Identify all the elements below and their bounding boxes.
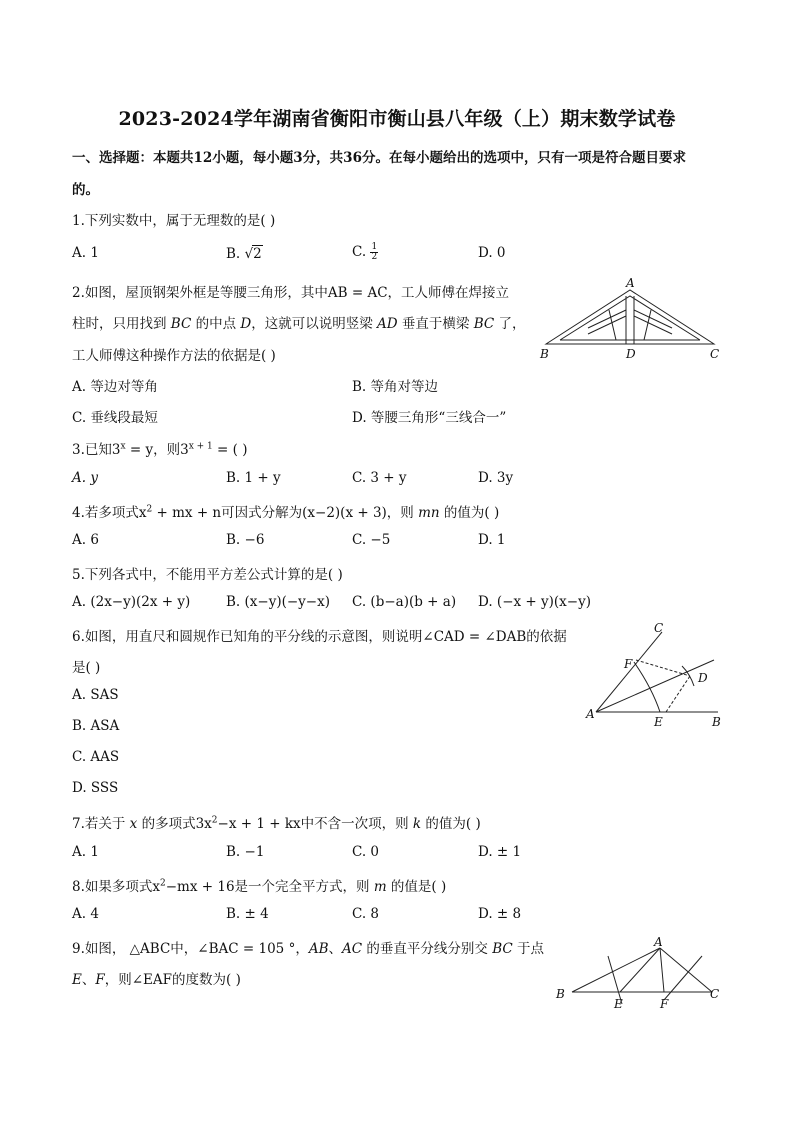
q5-stem: 5.下列各式中，不能用平方差公式计算的是( ) xyxy=(72,567,343,583)
q6-option-a: A. SAS xyxy=(72,687,119,703)
q9-line1: 9.如图， △ABC中，∠BAC = 105 °，AB、AC 的垂直平分线分别交 BC 于点 xyxy=(72,941,544,957)
q7-option-c: C. 0 xyxy=(352,844,380,860)
fig-label-e: E xyxy=(614,997,623,1011)
q4-option-c: C. −5 xyxy=(352,532,391,548)
q2-line3: 工人师傅这种操作方法的依据是( ) xyxy=(72,348,276,364)
fig-label-a: A xyxy=(626,276,635,290)
fig-label-b: B xyxy=(556,987,565,1001)
q4-option-a: A. 6 xyxy=(72,532,99,548)
q7-stem: 7.若关于 x 的多项式$3x^2-x + 1$ + kx中不含一次项，则 k 的值为( ) xyxy=(72,815,481,832)
q3-option-a: A. y xyxy=(72,470,98,486)
q3-option-d: D. 3y xyxy=(478,470,514,486)
q1-option-c: C. $\frac{1}{2}$ xyxy=(352,242,378,262)
q7-option-b: B. −1 xyxy=(226,844,265,860)
q2-option-d: D. 等腰三角形“三线合一” xyxy=(352,410,507,426)
fig-label-d: D xyxy=(626,347,636,361)
q6-option-c: C. AAS xyxy=(72,749,120,765)
q3-option-c: C. 3 + y xyxy=(352,470,407,486)
q9-triangle-figure xyxy=(552,934,732,1014)
section-heading-line2: 的。 xyxy=(72,182,99,198)
q5-option-a: A. (2x−y)(2x + y) xyxy=(72,594,191,610)
q5-option-d: D. (−x + y)(x−y) xyxy=(478,594,591,610)
q8-stem: 8.如果多项式$x^2-mx + 16$是一个完全平方式，则 m 的值是( ) xyxy=(72,878,447,895)
q2-truss-figure xyxy=(536,276,726,368)
page-title: 2023-2024学年湖南省衡阳市衡山县八年级（上）期末数学试卷 xyxy=(118,108,676,130)
q2-option-c: C. 垂线段最短 xyxy=(72,410,158,426)
fig-label-c: C xyxy=(710,347,720,361)
sqrt-symbol: √ xyxy=(244,246,254,262)
q6-option-b: B. ASA xyxy=(72,718,120,734)
q3-stem: 3.已知$3^x = y$，则$3^{x + 1}$ = ( ) xyxy=(72,441,248,458)
q8-option-a: A. 4 xyxy=(72,906,99,922)
fig-label-a: A xyxy=(586,707,595,721)
q4-option-b: B. −6 xyxy=(226,532,265,548)
q4-option-d: D. 1 xyxy=(478,532,506,548)
q6-option-d: D. SSS xyxy=(72,780,119,796)
q1-stem: 1.下列实数中，属于无理数的是( ) xyxy=(72,213,276,229)
q7-option-a: A. 1 xyxy=(72,844,99,860)
fig-label-c: C xyxy=(710,987,720,1001)
q2-option-a: A. 等边对等角 xyxy=(72,379,158,395)
q3-option-b: B. 1 + y xyxy=(226,470,281,486)
q2-option-b: B. 等角对等边 xyxy=(352,379,439,395)
section-heading-line1: 一、选择题：本题共12小题，每小题3分，共36分。在每小题给出的选项中，只有一项是符合题目要求 xyxy=(72,150,686,166)
q6-angle-bisector-figure xyxy=(582,618,732,734)
q8-option-c: C. 8 xyxy=(352,906,380,922)
q6-line1: 6.如图，用直尺和圆规作已知角的平分线的示意图，则说明∠CAD = ∠DAB的依据 xyxy=(72,629,567,645)
q8-option-b: B. ± 4 xyxy=(226,906,269,922)
q5-option-c: C. (b−a)(b + a) xyxy=(352,594,457,610)
fig-label-d: D xyxy=(698,671,708,685)
fig-label-a: A xyxy=(654,935,663,949)
fig-label-b: B xyxy=(540,347,549,361)
q2-line1: 2.如图，屋顶钢架外框是等腰三角形，其中AB = AC，工人师傅在焊接立 xyxy=(72,285,510,301)
q1-option-a: A. 1 xyxy=(72,245,99,261)
fig-label-f: F xyxy=(624,657,633,671)
fig-label-b: B xyxy=(712,715,721,729)
q5-option-b: B. (x−y)(−y−x) xyxy=(226,594,330,610)
q1-option-d: D. 0 xyxy=(478,245,506,261)
fig-label-f: F xyxy=(660,997,669,1011)
q1-option-b: B. √2 xyxy=(226,246,262,262)
q8-option-d: D. ± 8 xyxy=(478,906,522,922)
q4-stem: 4.若多项式$x^2$ + mx + n可因式分解为(x−2)(x + 3)，则 mn 的值为( ) xyxy=(72,504,500,521)
q7-option-d: D. ± 1 xyxy=(478,844,522,860)
q2-line2: 柱时，只用找到 BC 的中点 D，这就可以说明竖梁 AD 垂直于横梁 BC 了， xyxy=(72,316,526,332)
q9-line2: E、F，则∠EAF的度数为( ) xyxy=(72,972,241,988)
fig-label-c: C xyxy=(654,621,664,635)
fig-label-e: E xyxy=(654,715,663,729)
q6-line2: 是( ) xyxy=(72,660,101,676)
